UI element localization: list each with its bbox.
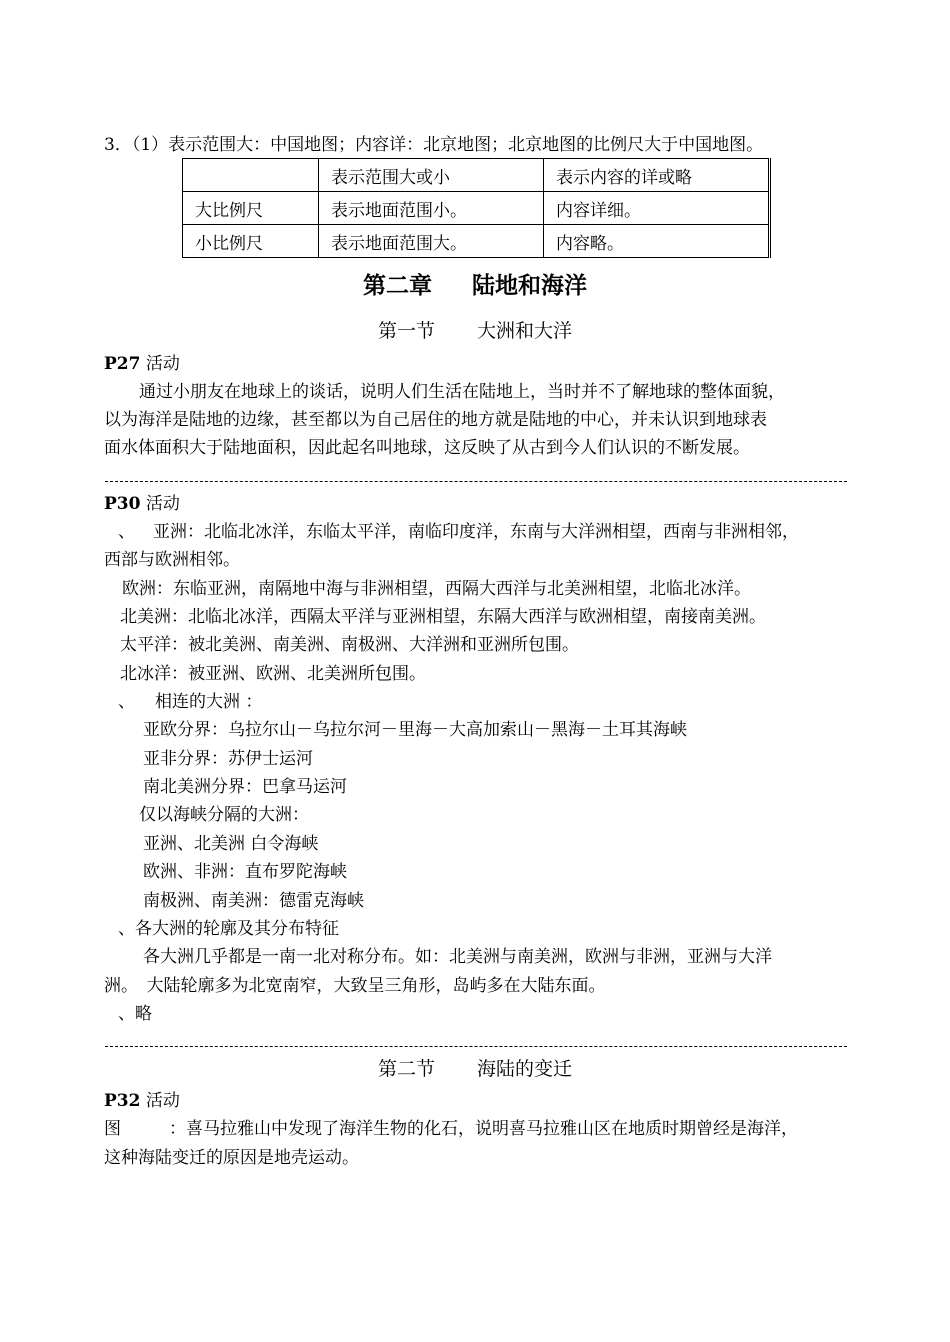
question-3 bbox=[104, 133, 763, 157]
activity-heading-p32 bbox=[104, 1089, 180, 1113]
list-item-1 bbox=[118, 520, 799, 544]
table-header-cell: 表示内容的详或略 bbox=[544, 159, 770, 192]
north-america-text: 北美洲：北临北冰洋，西隔太平洋与亚洲相望，东隔大西洋与欧洲相望，南接南美洲。 bbox=[120, 607, 766, 627]
paragraph-line: 面水体面积大于陆地面积，因此起名叫地球，这反映了从古到今人们认识的不断发展。 bbox=[104, 438, 750, 458]
paragraph-line: 洲。 大陆轮廓多为北宽南窄，大致呈三角形，岛屿多在大陆东面。 bbox=[104, 976, 606, 996]
paragraph-line: 各大洲几乎都是一南一北对称分布。如：北美洲与南美洲，欧洲与非洲，亚洲与大洋 bbox=[143, 947, 772, 967]
table-header-cell bbox=[183, 159, 319, 192]
table-row bbox=[183, 192, 770, 225]
table-header-row bbox=[183, 159, 770, 192]
activity-heading-p30 bbox=[104, 492, 180, 516]
list-item-2 bbox=[118, 690, 262, 714]
paragraph-line bbox=[104, 1117, 798, 1141]
list-item-title: 相连的大洲 ： bbox=[155, 692, 263, 712]
figure-ref: 图 bbox=[104, 1119, 121, 1139]
activity-label: 活动 bbox=[145, 1091, 180, 1111]
table-cell: 表示地面范围大。 bbox=[319, 225, 544, 258]
strait-line: 南极洲、南美洲：德雷克海峡 bbox=[143, 891, 364, 911]
page-ref: P27 bbox=[104, 354, 141, 374]
section-heading bbox=[0, 1056, 950, 1082]
paragraph-line: 西部与欧洲相邻。 bbox=[104, 550, 240, 570]
dashed-divider bbox=[105, 481, 847, 482]
strait-title: 仅以海峡分隔的大洲： bbox=[139, 805, 309, 825]
list-marker: 、 bbox=[118, 692, 135, 712]
table-row bbox=[183, 225, 770, 258]
asia-text: 亚洲：北临北冰洋，东临太平洋，南临印度洋，东南与大洋洲相望，西南与非洲相邻， bbox=[153, 522, 799, 542]
strait-line: 亚洲、北美洲 白令海峡 bbox=[143, 834, 319, 854]
dashed-divider bbox=[105, 1046, 847, 1047]
boundary-line: 亚欧分界：乌拉尔山－乌拉尔河－里海－大高加索山－黑海－土耳其海峡 bbox=[143, 720, 687, 740]
chapter-title: 陆地和海洋 bbox=[472, 273, 587, 299]
table-cell: 小比例尺 bbox=[183, 225, 319, 258]
scale-comparison-table bbox=[182, 158, 771, 258]
strait-line: 欧洲、非洲：直布罗陀海峡 bbox=[143, 862, 347, 882]
paragraph-line: 通过小朋友在地球上的谈话，说明人们生活在陆地上，当时并不了解地球的整体面貌， bbox=[139, 382, 785, 402]
section-heading bbox=[0, 318, 950, 344]
boundary-line: 南北美洲分界：巴拿马运河 bbox=[143, 777, 347, 797]
table-cell: 内容详细。 bbox=[544, 192, 770, 225]
paragraph-line: 这种海陆变迁的原因是地壳运动。 bbox=[104, 1148, 359, 1168]
arctic-text: 北冰洋：被亚洲、欧洲、北美洲所包围。 bbox=[120, 664, 426, 684]
section-number: 第一节 bbox=[377, 320, 435, 342]
page-ref: P30 bbox=[104, 494, 141, 514]
activity-label: 活动 bbox=[145, 494, 180, 514]
paragraph-line: 以为海洋是陆地的边缘，甚至都以为自己居住的地方就是陆地的中心，并未认识到地球表 bbox=[104, 410, 767, 430]
activity-label: 活动 bbox=[145, 354, 180, 374]
section-number: 第二节 bbox=[377, 1058, 435, 1080]
question-number: 3． bbox=[104, 135, 132, 155]
section-title: 大洲和大洋 bbox=[477, 320, 573, 342]
table-header-cell: 表示范围大或小 bbox=[319, 159, 544, 192]
question-text: （1）表示范围大：中国地图；内容详：北京地图；北京地图的比例尺大于中国地图。 bbox=[131, 135, 764, 155]
activity-heading-p27 bbox=[104, 352, 180, 376]
europe-text: 欧洲：东临亚洲，南隔地中海与非洲相望，西隔大西洋与北美洲相望，北临北冰洋。 bbox=[122, 579, 751, 599]
table-cell: 内容略。 bbox=[544, 225, 770, 258]
chapter-heading bbox=[0, 271, 950, 301]
table-cell: 大比例尺 bbox=[183, 192, 319, 225]
page-ref: P32 bbox=[104, 1091, 141, 1111]
table-cell: 表示地面范围小。 bbox=[319, 192, 544, 225]
list-item-3-title: 、各大洲的轮廓及其分布特征 bbox=[118, 919, 339, 939]
list-marker: 、 bbox=[118, 522, 135, 542]
list-item-4: 、略 bbox=[118, 1004, 152, 1024]
pacific-text: 太平洋：被北美洲、南美洲、南极洲、大洋洲和亚洲所包围。 bbox=[120, 635, 579, 655]
figure-explanation: ：喜马拉雅山中发现了海洋生物的化石，说明喜马拉雅山区在地质时期曾经是海洋， bbox=[169, 1119, 798, 1139]
chapter-number: 第二章 bbox=[363, 273, 432, 299]
boundary-line: 亚非分界：苏伊士运河 bbox=[143, 749, 313, 769]
section-title: 海陆的变迁 bbox=[477, 1058, 573, 1080]
